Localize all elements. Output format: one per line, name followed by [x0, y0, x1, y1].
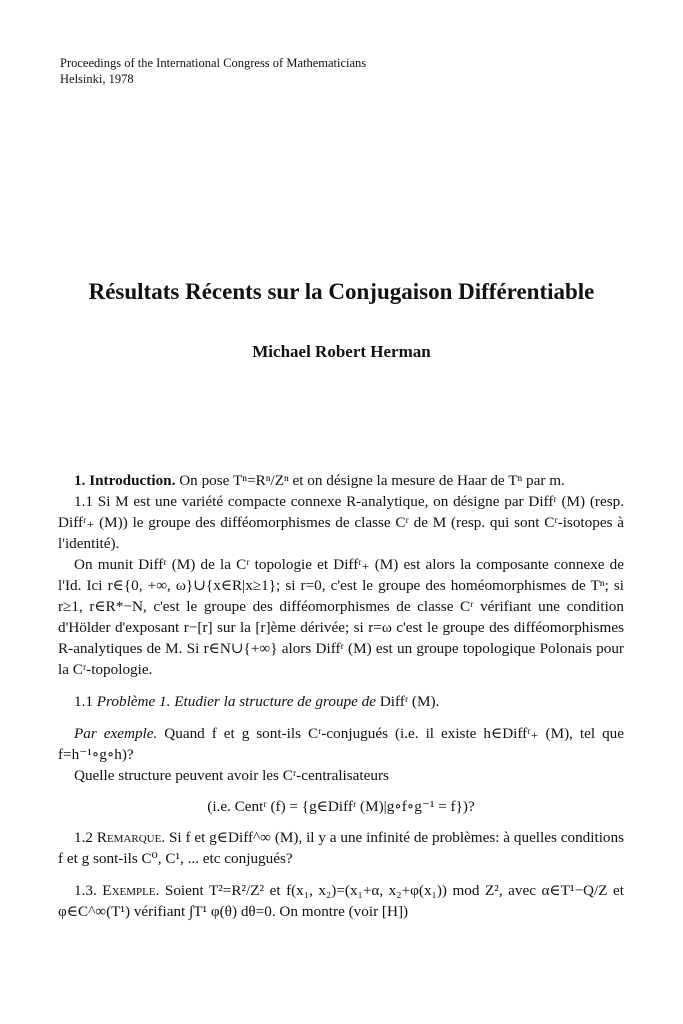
example2-label: Exemple.	[102, 882, 160, 899]
header-line-1: Proceedings of the International Congress of Mathematicians	[60, 56, 367, 70]
paper-body	[58, 470, 624, 922]
intro-paragraph	[58, 470, 624, 491]
problem-label: Problème 1.	[96, 693, 171, 710]
example-1-3	[58, 880, 624, 922]
paragraph-1-1: 1.1 Si M est une variété compacte connexe R-analytique, on désigne par Diffʳ (M) (resp. Diffʳ₊ (M)) le groupe des difféomorphismes de classe Cʳ de M (resp. qui sont Cʳ-isotopes à l'identité).	[58, 493, 624, 552]
quelle-paragraph: Quelle structure peuvent avoir les Cʳ-centralisateurs	[74, 767, 389, 784]
problem-number: 1.1	[74, 693, 97, 710]
example-label: Par exemple.	[74, 725, 158, 742]
remark-number: 1.2	[74, 829, 97, 846]
header-line-2: Helsinki, 1978	[60, 72, 134, 86]
remark-1-2	[58, 827, 624, 869]
proceedings-header	[60, 55, 366, 87]
centralizer-formula: (i.e. Centʳ (f) = {g∈Diffʳ (M)|g∘f∘g⁻¹ = f})?	[207, 798, 475, 815]
example-paragraph	[58, 723, 624, 765]
section-heading: 1. Introduction.	[74, 472, 176, 489]
intro-text: On pose Tⁿ=Rⁿ/Zⁿ et on désigne la mesure de Haar de Tⁿ par m.	[175, 472, 565, 489]
example2-number: 1.3.	[74, 882, 103, 899]
example-text: Quand f et g sont-ils Cʳ-conjugués (i.e. il existe h∈Diffʳ₊ (M), tel que f=h⁻¹∘g∘h)?	[58, 725, 624, 763]
paper-title: Résultats Récents sur la Conjugaison Différentiable	[88, 279, 595, 304]
remark-label: Remarque.	[96, 829, 166, 846]
example2-text: Soient T²=R²/Z² et f(x₁, x₂)=(x₁+α, x₂+φ(x₁)) mod Z², avec α∈T¹−Q/Z et φ∈C^∞(T¹) vérifiant ∫T¹ φ(θ) dθ=0. On montre (voir [H])	[58, 882, 624, 920]
remark-text: Si f et g∈Diff^∞ (M), il y a une infinité de problèmes: à quelles conditions f et g sont-ils C⁰, C¹, ... etc conjugués?	[58, 829, 625, 867]
author-name: Michael Robert Herman	[252, 342, 431, 361]
problem-tail: Diffʳ (M).	[376, 693, 440, 710]
problem-text: Etudier la structure de groupe de	[170, 693, 377, 710]
problem-1	[58, 691, 624, 712]
paragraph-munit: On munit Diffʳ (M) de la Cʳ topologie et Diffʳ₊ (M) est alors la composante connexe de l'Id. Ici r∈{0, +∞, ω}∪{x∈R|x≥1}; si r=0, c'est le groupe des homéomorphismes de Tⁿ; si r≥1, r∈R*−N, c'est le groupe des difféomorphismes de classe Cʳ vérifiant une condition d'Hölder d'exposant r−[r] sur la [r]ème dérivée; si r=ω c'est le groupe des difféomorphismes R-analytiques de M. Si r∈N∪{+∞} alors Diffʳ (M) est un groupe topologique Polonais pour la Cʳ-topologie.	[58, 556, 624, 678]
